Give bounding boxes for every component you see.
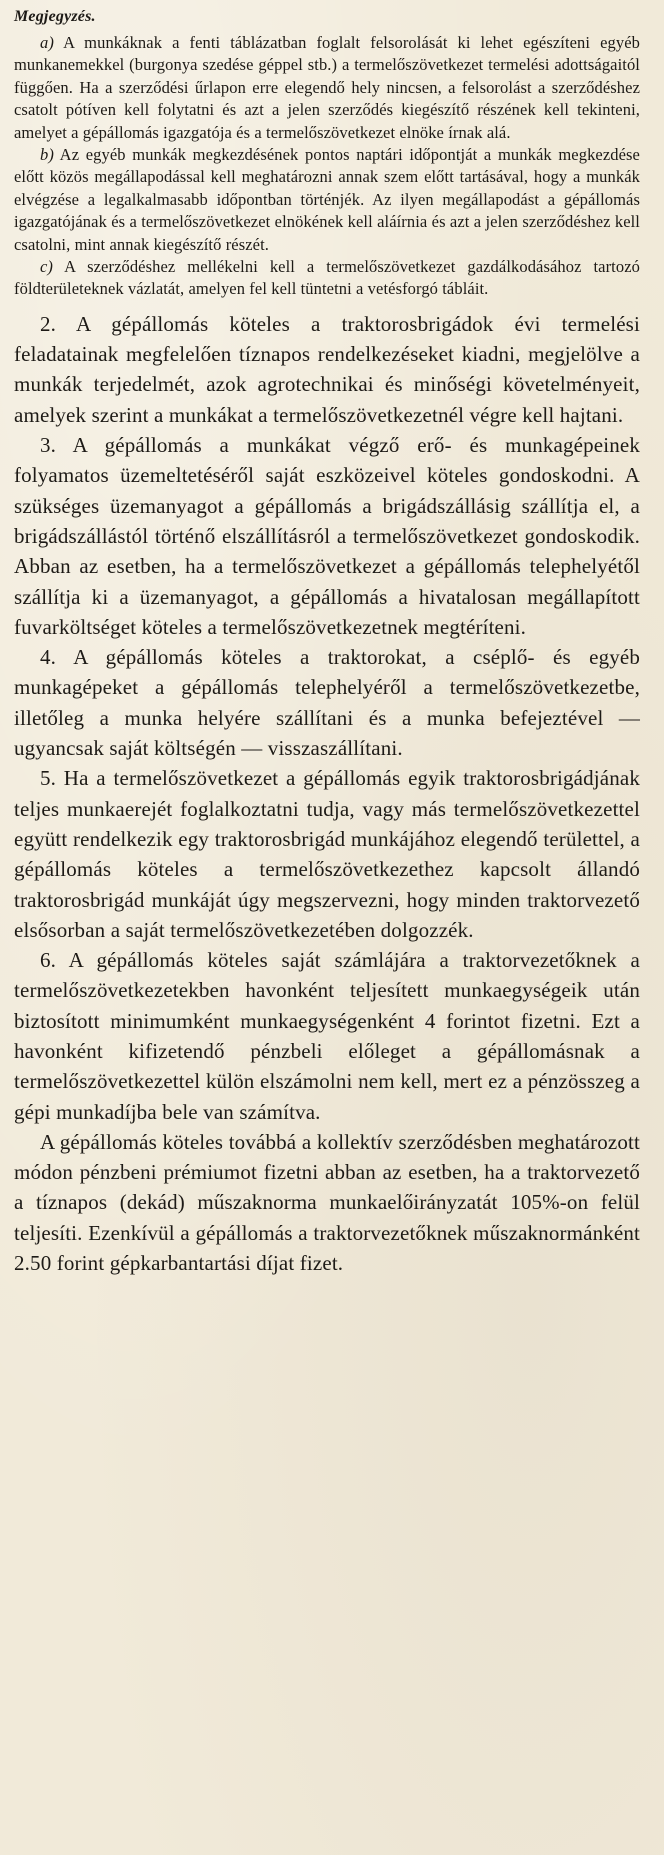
note-c-label: c) xyxy=(40,257,54,277)
main-section xyxy=(14,309,640,1279)
note-c xyxy=(14,256,640,301)
paragraph-5: 5. Ha a termelőszövetkezet a gépállomás egyik traktorosbrigádjának teljes munkaerejét foglalkoztatni tudja, vagy más termelőszövetkezettel együtt rendelkezik egy traktorosbrigád munkájához elegendő területtel, a gépállomás köteles a termelőszövetkezethez kapcsolt állandó traktorosbrigád munkáját úgy megszervezni, hogy minden traktorvezető elsősorban a saját termelőszövetkezetében dolgozzék. xyxy=(14,766,640,942)
note-b xyxy=(14,144,640,256)
note-c-text: A szerződéshez mellékelni kell a termelőszövetkezet gazdálkodásához tartozó földterületeknek vázlatát, amelyen fel kell tüntetni a vetésforgó tábláit. xyxy=(14,257,640,299)
paragraph-4: 4. A gépállomás köteles a traktorokat, a cséplő- és egyéb munkagépeket a gépállomás telephelyéről a termelőszövetkezetbe, illetőleg a munka helyére szállítani és a munka befejeztével — ugyancsak saját költségén — visszaszállítani. xyxy=(14,645,640,761)
paragraph-6-continued: A gépállomás köteles továbbá a kollektív szerződésben meghatározott módon pénzbeni prémiumot fizetni abban az esetben, ha a traktorvezető a tíznapos (dekád) műszaknorma munkaelőirányzatát 105%-on felül teljesíti. Ezenkívül a gépállomás a traktorvezetőknek műszaknormánként 2.50 forint gépkarbantartási díjat fizet. xyxy=(14,1129,640,1276)
notes-heading: Megjegyzés. xyxy=(14,8,96,25)
note-a xyxy=(14,32,640,144)
note-b-label: b) xyxy=(40,145,54,165)
paragraph-3: 3. A gépállomás a munkákat végző erő- és munkagépeinek folyamatos üzemeltetéséről saját eszközeivel köteles gondoskodni. A szükséges üzemanyagot a gépállomás a brigádszállásig szállítja el, a brigádszállástól történő elszállításról a termelőszövetkezet gondoskodik. Abban az esetben, ha a termelőszövetkezet a gépállomás telephelyétől szállítja ki a üzemanyagot, a gépállomás a hivatalosan megállapított fuvarköltséget köteles a termelőszövetkezetnek megtéríteni. xyxy=(14,433,640,639)
paragraph-2: 2. A gépállomás köteles a traktorosbrigádok évi termelési feladatainak megfelelően tíznapos rendelkezéseket kiadni, megjelölve a munkák terjedelmét, azok agrotechnikai és minőségi követelményeit, amelyek szerint a munkákat a termelőszövetkezetnél végre kell hajtani. xyxy=(14,311,640,427)
note-a-label: a) xyxy=(40,33,54,52)
note-b-text: Az egyéb munkák megkezdésének pontos naptári időpontját a munkák megkezdése előtt közös megállapodással kell meghatározni annak szem előtt tartásával, hogy a munkák elvégzése a legalkalmasabb időpontban történjék. Az ilyen megállapodást a gépállomás igazgatójának és a termelőszövetkezet elnökének kell aláírnia és azt a jelen szerződéshez kell csatolni, mint annak kiegészítő részét. xyxy=(14,145,640,254)
notes-section xyxy=(14,6,640,301)
note-a-text: A munkáknak a fenti táblázatban foglalt felsorolását ki lehet egészíteni egyéb munkanemekkel (burgonya szedése géppel stb.) a termelőszövetkezet termelési adottságaitól függően. Ha a szerződési űrlapon erre elegendő hely nincsen, a felsorolást a szerződéshez csatolt pótíven kell folytatni és azt a jelen szerződés kiegészítő részének kell tekinteni, amelyet a gépállomás igazgatója és a termelőszövetkezet elnöke írnak alá. xyxy=(14,33,640,142)
paragraph-6: 6. A gépállomás köteles saját számlájára a traktorvezetőknek a termelőszövetkezetekben havonként teljesített munkaegységeik után biztosított minimumként munkaegységenként 4 forintot fizetni. Ezt a havonként kifizetendő pénzbeli előleget a gépállomásnak a termelőszövetkezettel külön elszámolni nem kell, mert ez a pénzösszeg a gépi munkadíjba bele van számítva. xyxy=(14,948,640,1124)
